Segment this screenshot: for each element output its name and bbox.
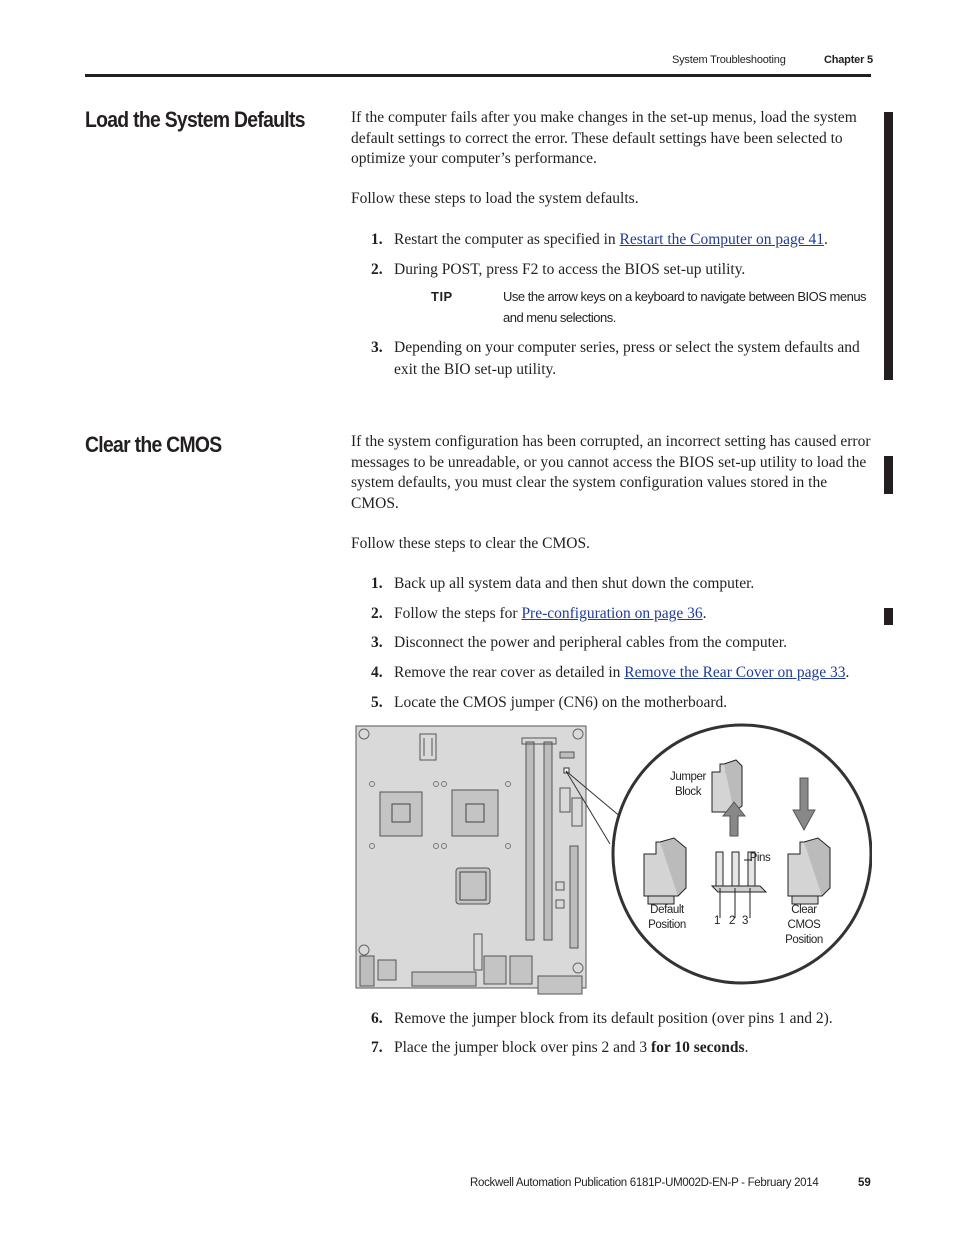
link-restart-computer[interactable]: Restart the Computer on page 41 [619, 231, 825, 248]
step-text: Disconnect the power and peripheral cables from the computer. [394, 634, 787, 651]
footer-publication: Rockwell Automation Publication 6181P-UM002D-EN-P - February 2014 [470, 1177, 819, 1189]
step-text: Back up all system data and then shut down the computer. [394, 575, 755, 592]
change-bar [884, 456, 893, 494]
link-remove-rear-cover[interactable]: Remove the Rear Cover on page 33 [624, 664, 846, 681]
pin-3-label: 3 [742, 915, 748, 927]
clear-cmos-follow: Follow these steps to clear the CMOS. [351, 535, 590, 552]
step-number: 7. [371, 1039, 383, 1056]
step-number: 6. [371, 1010, 383, 1027]
list-item [371, 662, 871, 684]
list-item [371, 573, 871, 595]
section-heading-clear-cmos: Clear the CMOS [85, 432, 222, 457]
list-item [371, 1008, 871, 1030]
running-header-chapter: Chapter 5 [824, 54, 873, 66]
jumper-block-label: Jumper Block [670, 771, 706, 798]
step-number: 2. [371, 261, 383, 278]
running-header-section: System Troubleshooting [672, 54, 786, 66]
list-item [371, 259, 871, 281]
step-number: 3. [371, 634, 383, 651]
pin-1-label: 1 [714, 915, 720, 927]
footer-page-number: 59 [858, 1177, 871, 1189]
cmos-jumper-figure [352, 720, 872, 1002]
tip-label: TIP [431, 289, 453, 304]
step-text: Follow the steps for Pre-configuration on page 36. [394, 605, 707, 622]
step-number: 4. [371, 664, 383, 681]
list-item [371, 632, 871, 654]
clear-cmos-intro: If the system configuration has been corrupted, an incorrect setting has caused error messages to be unreadable, or you cannot access the BIOS set-up utility to load the system defaults, you must clear the system configuration values stored in the CMOS. [351, 433, 871, 512]
default-position-label: Default Position [648, 904, 686, 931]
step-number: 3. [371, 339, 383, 356]
step-text: Place the jumper block over pins 2 and 3 for 10 seconds. [394, 1039, 749, 1056]
step-text: Locate the CMOS jumper (CN6) on the motherboard. [394, 694, 728, 711]
section-heading-load-defaults: Load the System Defaults [85, 107, 305, 132]
list-item [371, 229, 871, 251]
list-item [371, 337, 871, 380]
motherboard-illustration [352, 720, 872, 1002]
step-text: Restart the computer as specified in Restart the Computer on page 41. [394, 231, 828, 248]
clear-cmos-position-label: Clear CMOS Position [785, 904, 823, 946]
list-item [371, 603, 871, 625]
step-text: Depending on your computer series, press or select the system defaults and exit the BIO set-up utility. [394, 339, 860, 378]
load-defaults-follow: Follow these steps to load the system defaults. [351, 190, 639, 207]
pins-label: Pins [749, 852, 771, 864]
step-text: Remove the rear cover as detailed in Remove the Rear Cover on page 33. [394, 664, 850, 681]
step-number: 1. [371, 231, 383, 248]
step-text: Remove the jumper block from its default position (over pins 1 and 2). [394, 1010, 833, 1027]
list-item [371, 692, 871, 714]
load-defaults-intro: If the computer fails after you make changes in the set-up menus, load the system default settings to correct the error. These default settings have been selected to optimize your computer’s performance. [351, 109, 857, 167]
list-item [371, 1037, 871, 1059]
tip-text: Use the arrow keys on a keyboard to navigate between BIOS menus and menu selections. [503, 289, 867, 325]
emphasis-duration: for 10 seconds [650, 1039, 745, 1056]
change-bar [884, 112, 893, 380]
pin-2-label: 2 [729, 915, 735, 927]
header-rule [85, 74, 871, 77]
change-bar [884, 608, 893, 625]
step-number: 1. [371, 575, 383, 592]
step-number: 5. [371, 694, 383, 711]
step-number: 2. [371, 605, 383, 622]
step-text: During POST, press F2 to access the BIOS set-up utility. [394, 261, 746, 278]
link-pre-configuration[interactable]: Pre-configuration on page 36 [521, 605, 703, 622]
